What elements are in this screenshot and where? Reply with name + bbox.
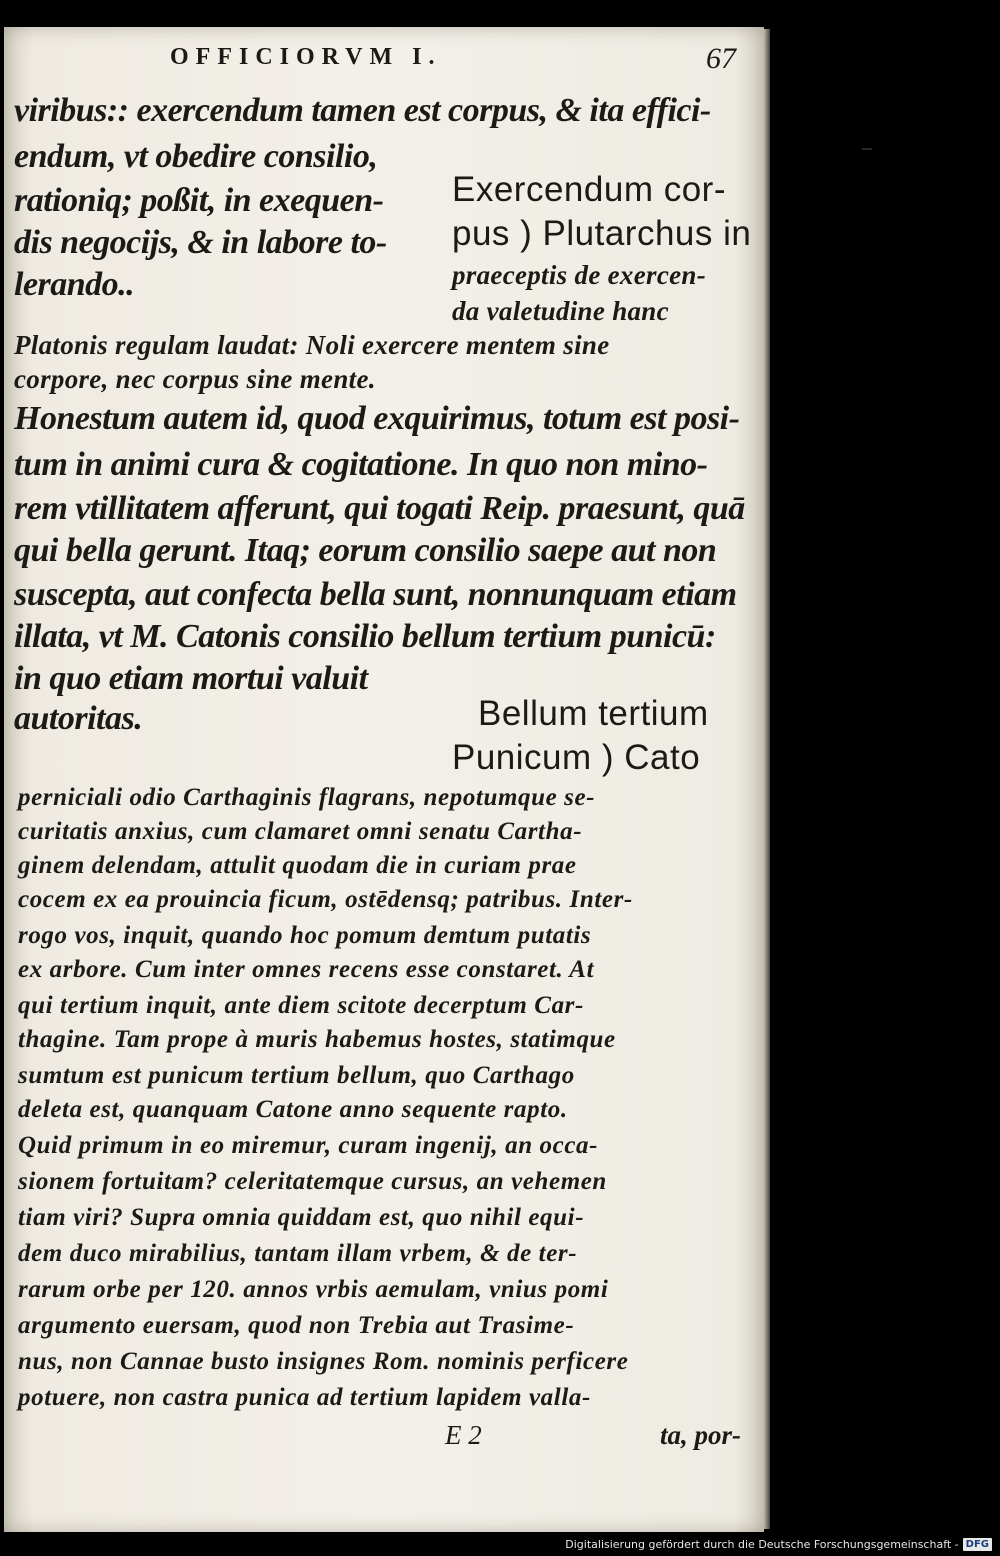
- note-text-line: Platonis regulam laudat: Noli exercere mentem sine: [14, 330, 610, 360]
- main-text-line: viribus:: exercendum tamen est corpus, & ita effici-: [14, 92, 711, 129]
- main-text-line: suscepta, aut confecta bella sunt, nonnunquam etiam: [14, 576, 737, 613]
- main-text-line: endum, vt obedire consilio,: [14, 138, 378, 175]
- note-text-line: rogo vos, inquit, quando hoc pomum demtum putatis: [18, 922, 592, 949]
- note-text-line: ginem delendam, attulit quodam die in curiam prae: [18, 852, 577, 879]
- note-text-line: cocem ex ea prouincia ficum, ostēdensq; patribus. Inter-: [18, 886, 633, 913]
- main-text-line: rationiq; poßit, in exequen-: [14, 182, 384, 219]
- main-text-line: tum in animi cura & cogitatione. In quo non mino-: [14, 446, 708, 483]
- digitization-footer: [565, 1538, 992, 1551]
- note-text-line: dem duco mirabilius, tantam illam vrbem, & de ter-: [18, 1240, 578, 1267]
- main-text-line: dis negocijs, & in labore to-: [14, 224, 387, 261]
- main-text-line: autoritas.: [14, 700, 143, 737]
- note-text-line: perniciali odio Carthaginis flagrans, nepotumque se-: [18, 784, 596, 811]
- note-lemma: pus ) Plutarchus in: [452, 214, 752, 253]
- note-text-line: deleta est, quanquam Catone anno sequente rapto.: [18, 1096, 568, 1123]
- note-text-line: sumtum est punicum tertium bellum, quo Carthago: [18, 1062, 575, 1089]
- note-text-line: potuere, non castra punica ad tertium lapidem valla-: [18, 1384, 591, 1411]
- note-text-line: ex arbore. Cum inter omnes recens esse constaret. At: [18, 956, 595, 983]
- footer-text: Digitalisierung gefördert durch die Deutsche Forschungsgemeinschaft -: [565, 1538, 959, 1551]
- note-text-line: praeceptis de exercen-: [452, 260, 707, 290]
- note-text-line: argumento euersam, quod non Trebia aut Trasime-: [18, 1312, 575, 1339]
- note-text-line: qui tertium inquit, ante diem scitote decerptum Car-: [18, 992, 584, 1019]
- main-text-line: qui bella gerunt. Itaq; eorum consilio saepe aut non: [14, 532, 717, 569]
- main-text-line: Honestum autem id, quod exquirimus, totum est posi-: [14, 400, 740, 437]
- note-lemma: Bellum tertium: [478, 694, 709, 733]
- note-lemma: Punicum ) Cato: [452, 738, 701, 777]
- running-head: OFFICIORVM I.: [170, 44, 442, 70]
- note-text-line: corpore, nec corpus sine mente.: [14, 364, 376, 394]
- note-lemma: Exercendum cor-: [452, 170, 726, 209]
- catchword: ta, por-: [660, 1420, 741, 1450]
- margin-mark: [862, 148, 872, 150]
- main-text-line: lerando..: [14, 266, 135, 303]
- signature-mark: E 2: [445, 1420, 482, 1450]
- note-text-line: thagine. Tam prope à muris habemus hostes, statimque: [18, 1026, 616, 1053]
- note-text-line: sionem fortuitam? celeritatemque cursus, an vehemen: [18, 1168, 607, 1195]
- main-text-line: rem vtillitatem afferunt, qui togati Reip. praesunt, quā: [14, 490, 745, 527]
- main-text-line: in quo etiam mortui valuit: [14, 660, 368, 697]
- page-edge: [764, 29, 770, 1529]
- dfg-logo: DFG: [963, 1538, 992, 1551]
- note-text-line: rarum orbe per 120. annos vrbis aemulam, vnius pomi: [18, 1276, 609, 1303]
- note-text-line: nus, non Cannae busto insignes Rom. nominis perficere: [18, 1348, 629, 1375]
- note-text-line: da valetudine hanc: [452, 296, 669, 326]
- main-text-line: illata, vt M. Catonis consilio bellum tertium punicū:: [14, 618, 716, 655]
- page-number: 67: [706, 42, 736, 75]
- note-text-line: tiam viri? Supra omnia quiddam est, quo nihil equi-: [18, 1204, 585, 1231]
- note-text-line: Quid primum in eo miremur, curam ingenij, an occa-: [18, 1132, 599, 1159]
- note-text-line: curitatis anxius, cum clamaret omni senatu Cartha-: [18, 818, 583, 845]
